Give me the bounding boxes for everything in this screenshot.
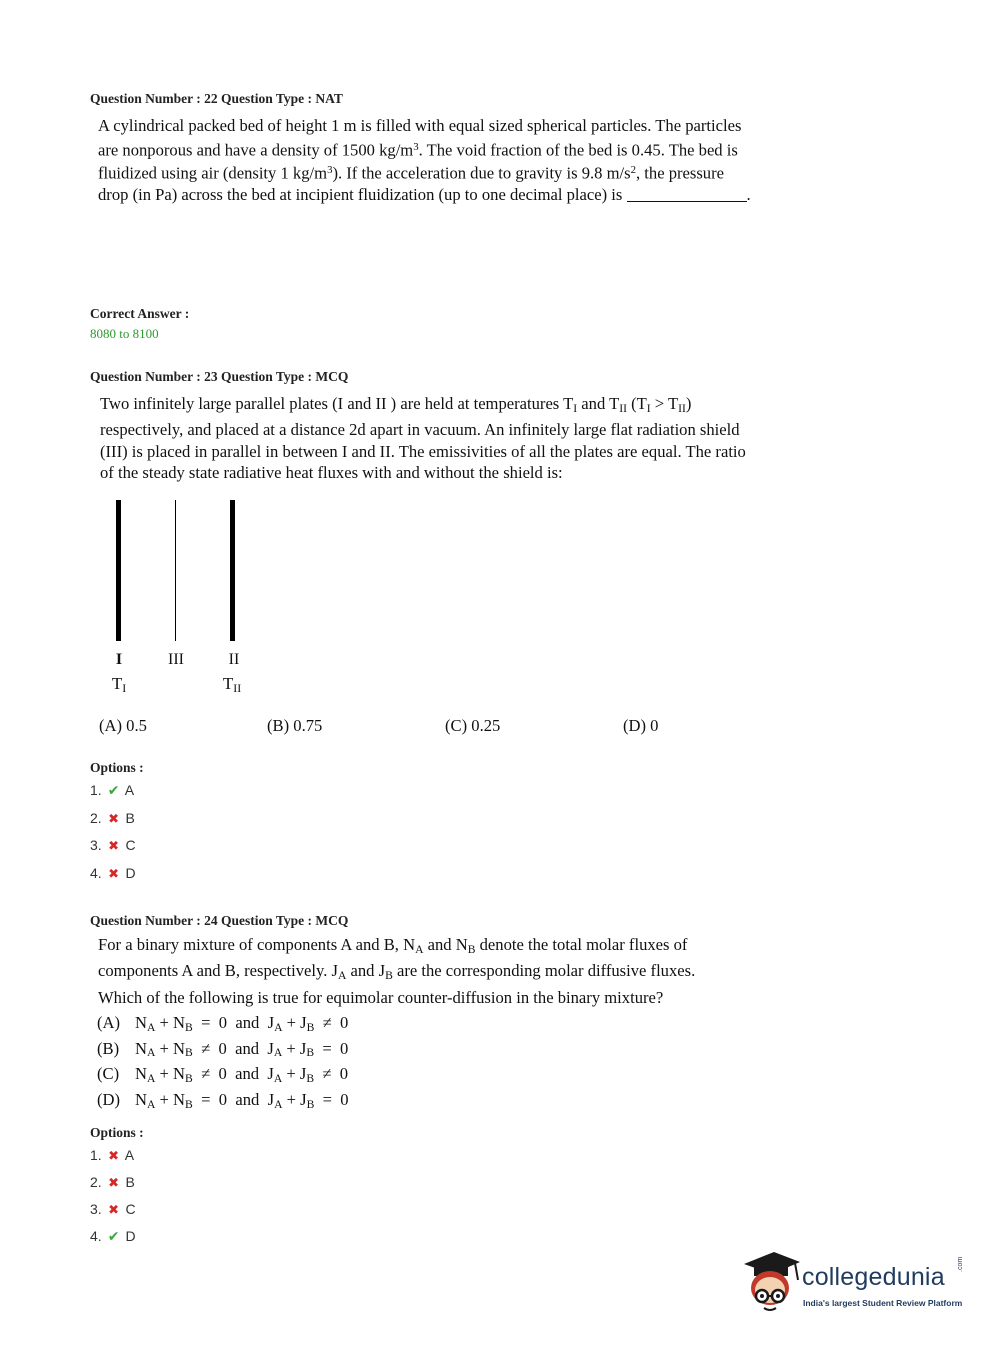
q22-line-3: fluidized using air (density 1 $kg/m^3$). If the acceleration due to gravity is 9.8 $m/s^2$, the pressure	[98, 163, 724, 183]
q24-option-4[interactable]: 4. ✔ D	[90, 1228, 136, 1244]
q24-option-1[interactable]: 1. ✖ A	[90, 1145, 136, 1165]
q23-option-2[interactable]: 2. ✖ B	[90, 808, 136, 828]
brand-dotcom: .com	[957, 1256, 964, 1272]
q22-answer-value: 8080 to 8100	[90, 326, 159, 341]
temp-I-label: $T_I$	[111, 674, 127, 695]
q23-choice-b: (B) 0.75	[267, 716, 323, 735]
plate-I-label: I	[115, 651, 123, 668]
q23-line-3: (III) is placed in parallel in between I and II. The emissivities of all the plates are equal. The ratio	[100, 441, 746, 461]
q24-choices	[97, 1010, 349, 1112]
plate-II-label: II	[228, 651, 240, 668]
plate-III-label: III	[168, 651, 184, 668]
q24-option-2[interactable]: 2. ✖ B	[90, 1172, 136, 1192]
q22-line-4: drop (in Pa) across the bed at incipient fluidization (up to one decimal place) is .	[98, 185, 751, 205]
q24-options-label: Options :	[90, 1125, 144, 1140]
q24-body	[98, 934, 695, 1008]
q22-line-1: A cylindrical packed bed of height 1 m is filled with equal sized spherical particles. The particles	[98, 116, 742, 135]
q24-line-1: For a binary mixture of components A and B, $N_A$ and $N_B$ denote the total molar fluxes of	[98, 935, 688, 956]
q24-options-list	[90, 1145, 136, 1246]
brand-tagline: India's largest Student Review Platform	[803, 1298, 963, 1308]
check-icon: ✔	[107, 782, 120, 798]
q24-option-3[interactable]: 3. ✖ C	[90, 1199, 136, 1219]
q23-line-4: of the steady state radiative heat fluxes with and without the shield is:	[100, 463, 563, 483]
collegedunia-logo[interactable]	[740, 1250, 980, 1320]
q23-header: Question Number : 23 Question Type : MCQ	[90, 369, 349, 384]
plate-III-shield	[175, 500, 176, 641]
cross-icon: ✖	[108, 1175, 120, 1190]
plate-II	[230, 500, 235, 641]
mascot-icon	[740, 1250, 802, 1316]
q23-choice-a: (A) 0.5	[99, 716, 147, 735]
q23-option-3[interactable]: 3. ✖ C	[90, 835, 136, 855]
q23-option-1[interactable]: 1. ✔ A	[90, 782, 135, 798]
check-icon: ✔	[107, 1228, 120, 1244]
q23-option-4[interactable]: 4. ✖ D	[90, 863, 136, 883]
q22-header: Question Number : 22 Question Type : NAT	[90, 91, 343, 106]
answer-blank	[627, 187, 747, 202]
q23-line-2: respectively, and placed at a distance 2d apart in vacuum. An infinitely large flat radiation shield	[100, 420, 740, 440]
plate-I	[116, 500, 121, 641]
temp-II-label: $T_{II}$	[222, 674, 242, 695]
q23-body	[100, 393, 746, 484]
q24-line-3: Which of the following is true for equimolar counter-diffusion in the binary mixture?	[98, 987, 664, 1007]
q23-line-1: Two infinitely large parallel plates (I and II ) are held at temperatures $T_I$ and $T_{II}$ $(T_I > T_{II})$	[100, 394, 692, 415]
q22-answer-label: Correct Answer :	[90, 306, 190, 321]
q22-line-2: are nonporous and have a density of 1500 $kg/m^3$. The void fraction of the bed is 0.45. The bed is	[98, 139, 738, 159]
q23-options-label: Options :	[90, 760, 144, 775]
brand-name: collegedunia	[802, 1263, 945, 1291]
q22-body	[98, 115, 751, 206]
cross-icon: ✖	[108, 1148, 120, 1163]
cross-icon: ✖	[108, 865, 120, 881]
q24-header: Question Number : 24 Question Type : MCQ	[90, 913, 349, 928]
q24-choice-c: (C) NA + NB ≠ 0 and JA + JB ≠ 0	[97, 1064, 349, 1086]
q24-choice-a: (A) NA + NB = 0 and JA + JB ≠ 0	[97, 1013, 349, 1034]
cross-icon: ✖	[108, 810, 120, 826]
q24-line-2: components A and B, respectively. $J_A$ and $J_B$ are the corresponding molar diffusive fluxes.	[98, 961, 696, 983]
q23-options-list	[90, 780, 136, 883]
cross-icon: ✖	[108, 838, 120, 853]
q23-choice-c: (C) 0.25	[445, 716, 501, 735]
q24-choice-d: (D) NA + NB = 0 and JA + JB = 0	[97, 1089, 349, 1111]
q24-choice-b: (B) NA + NB ≠ 0 and JA + JB = 0	[97, 1038, 349, 1060]
cross-icon: ✖	[108, 1202, 120, 1217]
q23-choice-d: (D) 0	[623, 716, 659, 735]
